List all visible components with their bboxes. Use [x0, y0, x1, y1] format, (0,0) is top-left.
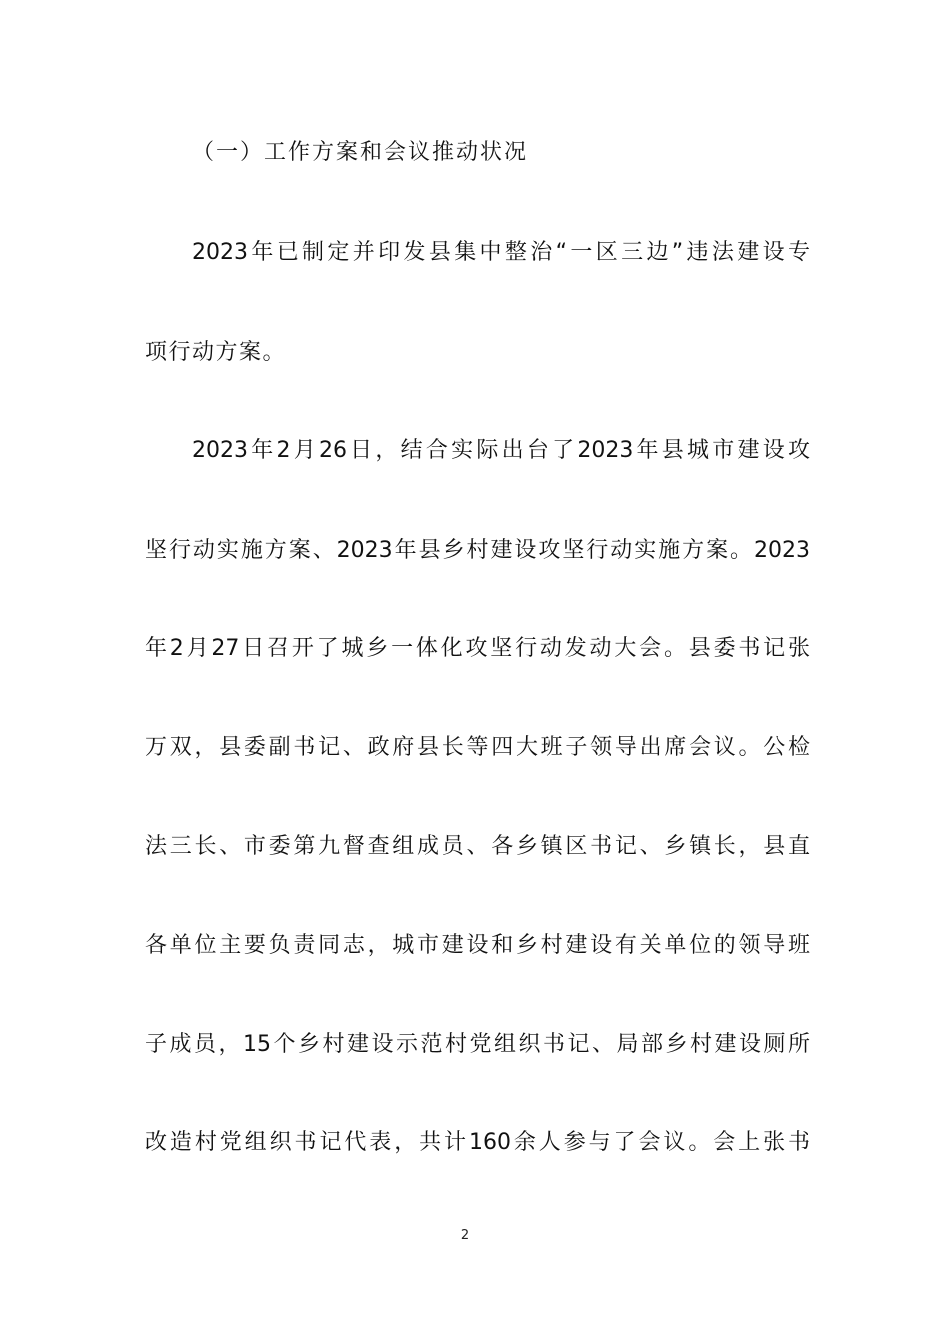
page-number: 2 — [460, 1228, 470, 1243]
paragraph-2-line-2: 坚行动实施方案、2023年县乡村建设攻坚行动实施方案。2023 — [145, 538, 810, 563]
paragraph-2-line-8: 改造村党组织书记代表，共计160余人参与了会议。会上张书 — [145, 1130, 810, 1155]
paragraph-2-line-7: 子成员，15个乡村建设示范村党组织书记、局部乡村建设厕所 — [145, 1032, 810, 1057]
paragraph-2-line-1: 2023年2月26日，结合实际出台了2023年县城市建设攻 — [192, 438, 810, 463]
paragraph-2-line-3: 年2月27日召开了城乡一体化攻坚行动发动大会。县委书记张 — [145, 636, 810, 661]
paragraph-2-line-4: 万双，县委副书记、政府县长等四大班子领导出席会议。公检 — [145, 735, 810, 760]
paragraph-2-line-5: 法三长、市委第九督查组成员、各乡镇区书记、乡镇长，县直 — [145, 834, 810, 859]
paragraph-1-line-1: 2023年已制定并印发县集中整治“一区三边”违法建设专 — [192, 240, 810, 265]
paragraph-2-line-6: 各单位主要负责同志，城市建设和乡村建设有关单位的领导班 — [145, 933, 810, 958]
paragraph-1-line-2: 项行动方案。 — [145, 340, 287, 365]
section-heading: （一）工作方案和会议推动状况 — [192, 140, 529, 165]
